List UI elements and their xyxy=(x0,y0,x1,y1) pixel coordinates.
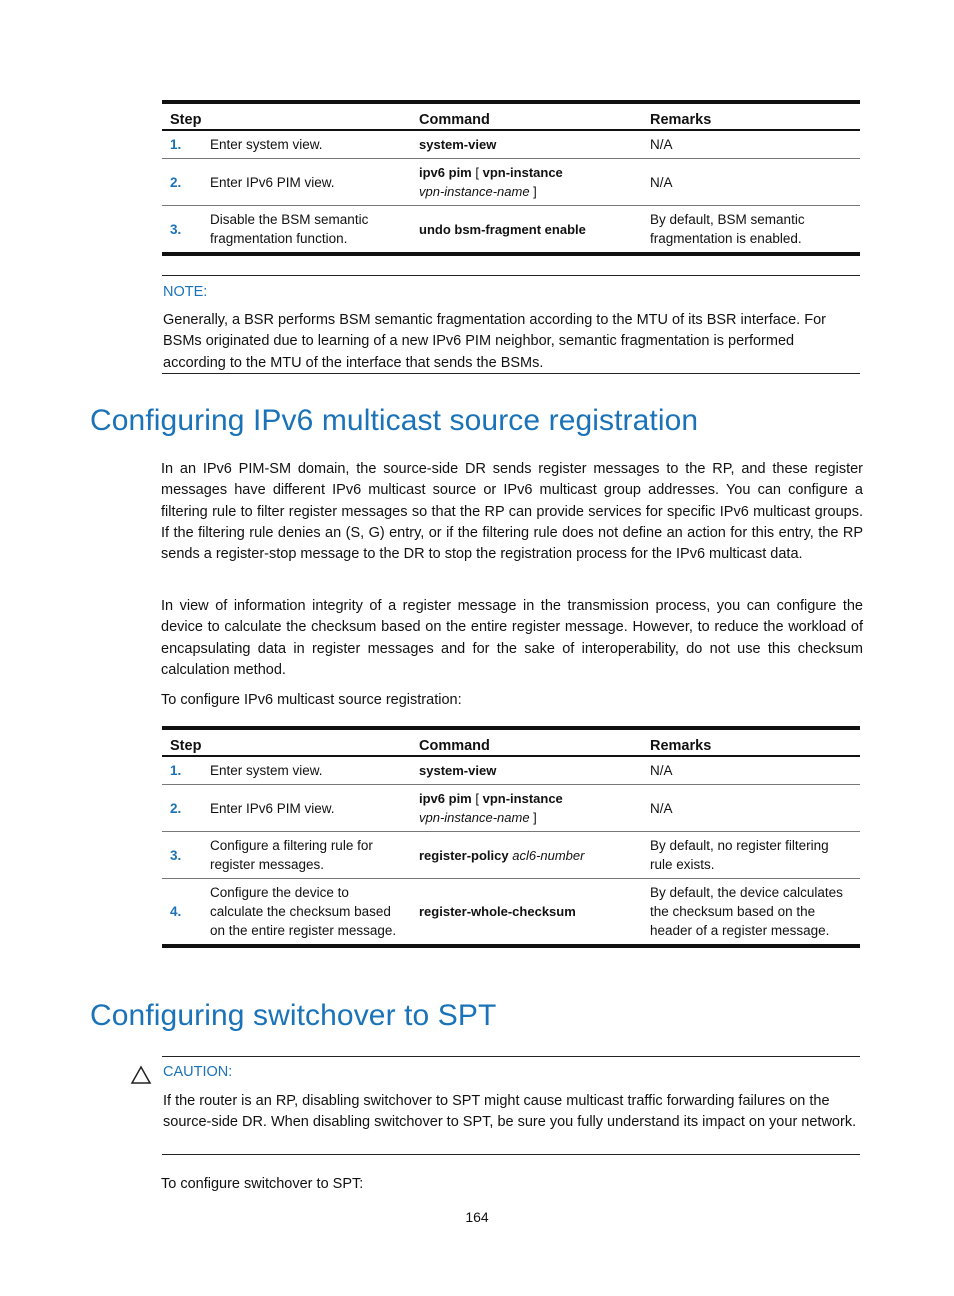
step-command xyxy=(411,785,642,832)
header-step: Step xyxy=(162,728,411,756)
header-remarks: Remarks xyxy=(642,102,860,130)
table-row xyxy=(162,130,860,159)
note-top-rule xyxy=(162,275,860,276)
step-command xyxy=(411,832,642,879)
command-syntax: ] xyxy=(529,810,537,825)
command-keyword: vpn-instance xyxy=(482,791,563,806)
step-remarks: By default, no register filtering rule exists. xyxy=(642,832,860,879)
header-command: Command xyxy=(411,102,642,130)
section-title-switchover: Configuring switchover to SPT xyxy=(90,999,497,1032)
note-text: Generally, a BSR performs BSM semantic fragmentation according to the MTU of its BSR interface. For BSMs originated due to learning of a new IPv6 PIM neighbor, semantic fragmentation is performed according to the MTU of the interface that sends the BSMs. xyxy=(163,312,826,371)
caution-text: If the router is an RP, disabling switchover to SPT might cause multicast traffic forwarding failures on the source-side DR. When disabling switchover to SPT, be sure you fully understand its impact on your network. xyxy=(163,1093,857,1131)
step-number: 4. xyxy=(162,879,202,947)
step-command xyxy=(411,879,642,947)
command-syntax: [ xyxy=(471,791,483,806)
step-description: Enter IPv6 PIM view. xyxy=(202,159,411,206)
step-number: 2. xyxy=(162,159,202,206)
caution-bottom-rule xyxy=(162,1154,860,1155)
intro-source-registration: To configure IPv6 multicast source registration: xyxy=(161,692,462,708)
command-keyword: ipv6 pim xyxy=(419,791,472,806)
table-row xyxy=(162,206,860,255)
intro-switchover: To configure switchover to SPT: xyxy=(161,1176,364,1192)
command-keyword: register-policy xyxy=(419,847,509,863)
step-description: Enter IPv6 PIM view. xyxy=(202,785,411,832)
step-remarks: By default, BSM semantic fragmentation is enabled. xyxy=(642,206,860,255)
command-keyword: ipv6 pim xyxy=(419,165,472,180)
step-command xyxy=(411,206,642,255)
page-number: 164 xyxy=(465,1209,489,1225)
step-command xyxy=(411,159,642,206)
table-row xyxy=(162,879,860,947)
command-keyword: vpn-instance xyxy=(482,165,563,180)
section-title-source-registration: Configuring IPv6 multicast source registration xyxy=(90,404,699,437)
command-syntax: [ xyxy=(471,165,483,180)
table-header-row xyxy=(162,102,860,130)
caution-icon xyxy=(130,1065,152,1085)
steps-table-bsm xyxy=(162,100,860,256)
table-row xyxy=(162,159,860,206)
step-command xyxy=(411,756,642,785)
command-argument: vpn-instance-name xyxy=(419,184,530,199)
table-row xyxy=(162,832,860,879)
step-remarks: By default, the device calculates the checksum based on the header of a register message. xyxy=(642,879,860,947)
command-keyword: system-view xyxy=(419,763,497,778)
step-remarks: N/A xyxy=(642,159,860,206)
table-row xyxy=(162,785,860,832)
step-description: Configure the device to calculate the checksum based on the entire register message. xyxy=(202,879,411,947)
table-row xyxy=(162,756,860,785)
step-remarks: N/A xyxy=(642,756,860,785)
step-remarks: N/A xyxy=(642,130,860,159)
note-label: NOTE: xyxy=(163,284,208,300)
note-bottom-rule xyxy=(162,373,860,374)
step-description: Disable the BSM semantic fragmentation function. xyxy=(202,206,411,255)
steps-table-registration xyxy=(162,726,860,948)
step-command xyxy=(411,130,642,159)
header-remarks: Remarks xyxy=(642,728,860,756)
command-argument: acl6-number xyxy=(512,847,585,863)
header-step: Step xyxy=(162,102,411,130)
caution-top-rule xyxy=(162,1056,860,1057)
step-description: Configure a filtering rule for register messages. xyxy=(202,832,411,879)
paragraph-filtering: In an IPv6 PIM-SM domain, the source-side DR sends register messages to the RP, and these register messages have different IPv6 multicast source or IPv6 multicast group addresses. You can configure a filtering rule to filter register messages so that the RP can provide services for specific IPv6 multicast groups. If the filtering rule denies an (S, G) entry, or if the filtering rule does not define an action for this entry, the RP sends a register-stop message to the DR to stop the registration process for the IPv6 multicast data. xyxy=(161,461,863,563)
step-description: Enter system view. xyxy=(202,130,411,159)
step-number: 3. xyxy=(162,206,202,255)
step-number: 1. xyxy=(162,130,202,159)
step-description: Enter system view. xyxy=(202,756,411,785)
step-number: 2. xyxy=(162,785,202,832)
command-keyword: undo bsm-fragment enable xyxy=(419,221,586,237)
step-number: 1. xyxy=(162,756,202,785)
step-remarks: N/A xyxy=(642,785,860,832)
table-header-row xyxy=(162,728,860,756)
command-keyword: system-view xyxy=(419,137,497,152)
step-number: 3. xyxy=(162,832,202,879)
command-keyword: register-whole-checksum xyxy=(419,904,576,919)
command-argument: vpn-instance-name xyxy=(419,810,530,825)
header-command: Command xyxy=(411,728,642,756)
paragraph-checksum: In view of information integrity of a register message in the transmission process, you can configure the device to calculate the checksum based on the entire register message. However, to reduce the workload of encapsulating data in register messages and for the sake of interoperability, do not use this checksum calculation method. xyxy=(161,598,863,678)
command-syntax: ] xyxy=(529,184,537,199)
caution-label: CAUTION: xyxy=(163,1064,233,1080)
